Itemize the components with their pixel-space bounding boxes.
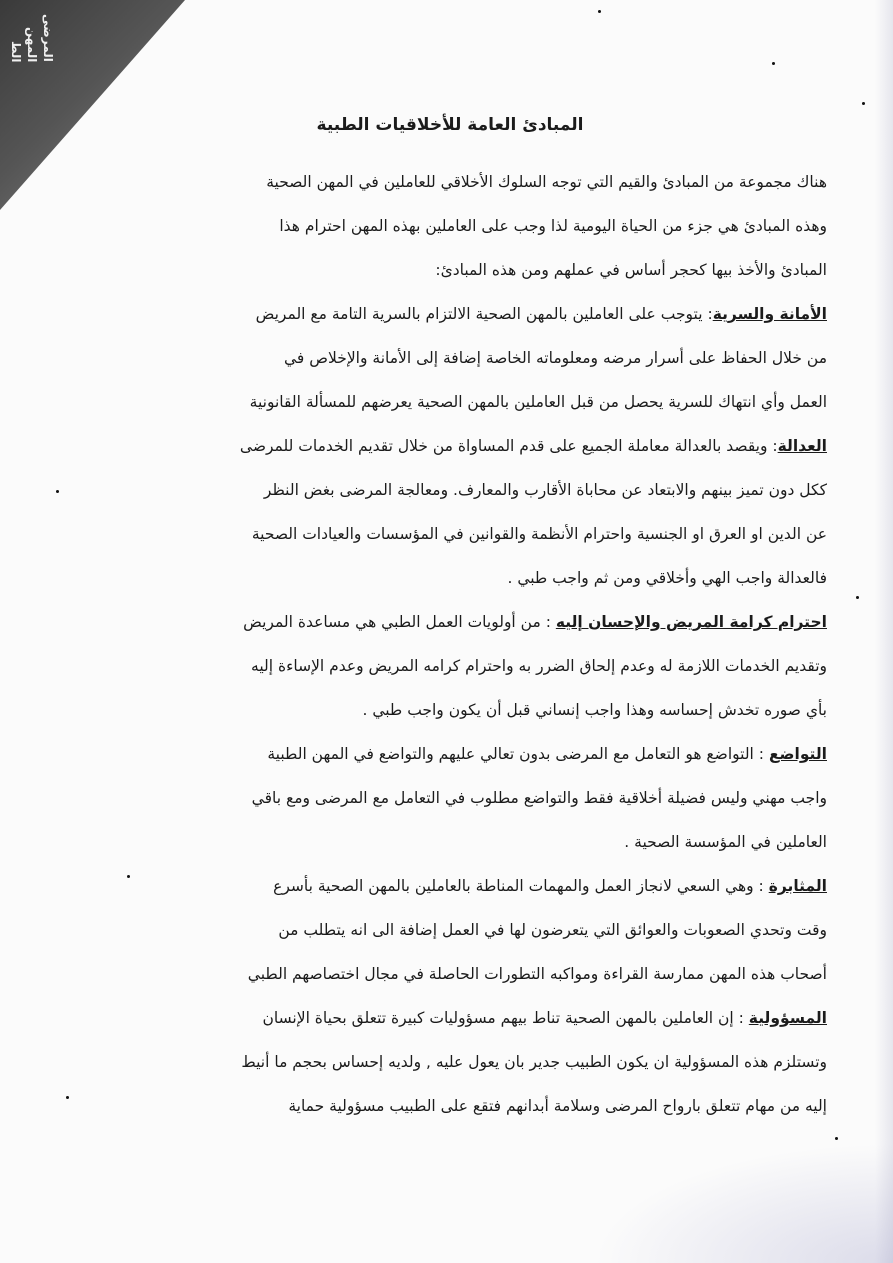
section-separator: :	[540, 613, 556, 631]
intro-line: هناك مجموعة من المبادئ والقيم التي توجه السلوك الأخلاقي للعاملين في المهن الصحية	[266, 173, 827, 191]
section-separator: :	[767, 437, 778, 455]
scan-speck	[862, 102, 865, 105]
corner-scrap-1: المرضى	[41, 14, 55, 62]
section-text: يتوجب على العاملين بالمهن الصحية الالتزام بالسرية التامة مع المريض	[255, 305, 703, 323]
section-first-line	[165, 424, 827, 468]
scan-speck	[56, 490, 59, 493]
section-heading: احترام كرامة المريض والإحسان إليه	[555, 613, 827, 631]
section-first-line	[165, 732, 827, 776]
section-line: إليه من مهام تتعلق بارواح المرضى وسلامة أبدانهم فتقع على الطبيب مسؤولية حماية	[288, 1097, 827, 1115]
document-body	[165, 160, 827, 1128]
section-line: بأي صوره تخدش إحساسه وهذا واجب إنساني قبل أن يكون واجب طبي .	[362, 701, 827, 719]
section-heading: المسؤولية	[748, 1009, 827, 1027]
intro-line: وهذه المبادئ هي جزء من الحياة اليومية لذا وجب على العاملين بهذه المهن احترام هذا	[279, 217, 827, 235]
section-first-line	[165, 292, 827, 336]
scan-shadow-right	[875, 0, 893, 1263]
section-line: عن الدين او العرق او الجنسية واحترام الأنظمة والقوانين في المؤسسات والعيادات الصحية	[251, 525, 827, 543]
section-heading: التواضع	[768, 745, 827, 763]
scan-speck	[835, 1137, 838, 1140]
scan-speck	[856, 596, 859, 599]
scan-shadow-bottom	[593, 1143, 893, 1263]
scan-speck	[127, 875, 130, 878]
section-heading: المثابرة	[768, 877, 827, 895]
section-separator: :	[702, 305, 713, 323]
section-text: إن العاملين بالمهن الصحية تناط بيهم مسؤوليات كبيرة تتعلق بحياة الإنسان	[262, 1009, 734, 1027]
corner-scrap-2: المهن الط	[9, 26, 39, 62]
section-text: ويقصد بالعدالة معاملة الجميع على قدم المساواة من خلال تقديم الخدمات للمرضى	[239, 437, 768, 455]
section-line: فالعدالة واجب الهي وأخلاقي ومن ثم واجب طبي .	[507, 569, 827, 587]
section-line: العاملين في المؤسسة الصحية .	[624, 833, 827, 851]
section-first-line	[165, 864, 827, 908]
section-separator: :	[753, 877, 769, 895]
section-text: التواضع هو التعامل مع المرضى بدون تعالي عليهم والتواضع في المهن الطبية	[267, 745, 754, 763]
section-first-line	[165, 996, 827, 1040]
section-first-line	[165, 600, 827, 644]
scan-speck	[66, 1096, 69, 1099]
section-line: أصحاب هذه المهن ممارسة القراءة ومواكبه التطورات الحاصلة في مجال اختصاصهم الطبي	[247, 965, 827, 983]
section-line: وتقديم الخدمات اللازمة له وعدم إلحاق الضرر به واحترام كرامه المريض وعدم الإساءة إليه	[251, 657, 827, 675]
scan-speck	[598, 10, 601, 13]
section-heading: الأمانة والسرية	[712, 305, 827, 323]
section-text: وهي السعي لانجاز العمل والمهمات المناطة بالعاملين بالمهن الصحية بأسرع	[273, 877, 754, 895]
intro-line: المبادئ والأخذ بيها كحجر أساس في عملهم ومن هذه المبادئ:	[435, 261, 827, 279]
section-line: وتستلزم هذه المسؤولية ان يكون الطبيب جدير بان يعول عليه , ولديه إحساس بحجم ما أنيط	[241, 1053, 827, 1071]
section-line: من خلال الحفاظ على أسرار مرضه ومعلوماته الخاصة إضافة إلى الأمانة والإخلاص في	[284, 349, 827, 367]
section-line: العمل وأي انتهاك للسرية يحصل من قبل العاملين بالمهن الصحية يعرضهم للمسألة القانونية	[249, 393, 827, 411]
section-heading: العدالة	[777, 437, 827, 455]
section-separator: :	[753, 745, 769, 763]
scan-speck	[772, 62, 775, 65]
section-separator: :	[733, 1009, 749, 1027]
corner-scrap-text	[2, 6, 56, 62]
section-line: وقت وتحدي الصعوبات والعوائق التي يتعرضون لها في العمل إضافة الى انه يتطلب من	[278, 921, 827, 939]
section-text: من أولويات العمل الطبي هي مساعدة المريض	[243, 613, 541, 631]
section-line: ككل دون تميز بينهم والابتعاد عن محاباة الأقارب والمعارف. ومعالجة المرضى بغض النظر	[263, 481, 827, 499]
page-title: المبادئ العامة للأخلاقيات الطبية	[316, 115, 584, 135]
section-line: واجب مهني وليس فضيلة أخلاقية فقط والتواضع مطلوب في التعامل مع المرضى ومع باقي	[251, 789, 827, 807]
